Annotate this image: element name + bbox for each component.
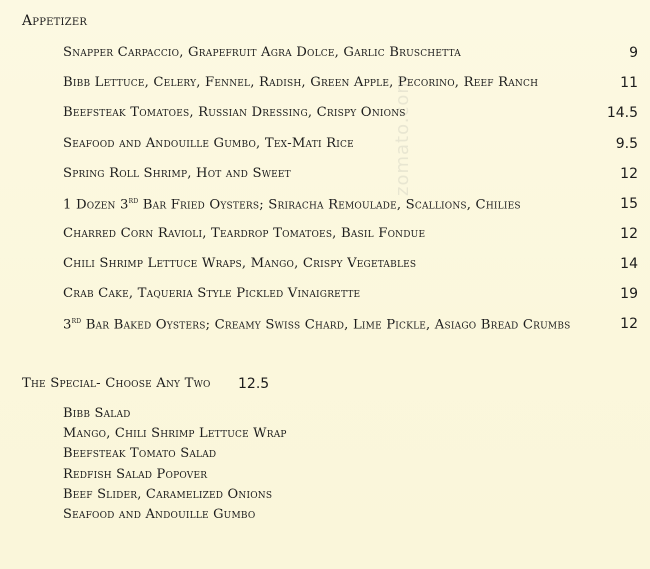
menu-item-price: 19	[620, 286, 638, 302]
menu-item-price: 12	[620, 226, 638, 242]
special-heading: The Special- Choose Any Two	[22, 376, 211, 391]
ordinal-suffix: rd	[128, 196, 139, 205]
menu-item-name-part: Bar Baked Oysters; Creamy Swiss Chard, Lime Pickle, Asiago Bread Crumbs	[81, 317, 571, 333]
menu-item-name: Beefsteak Tomatoes, Russian Dressing, Crispy Onions	[63, 105, 406, 120]
menu-item-name-part: 3	[63, 317, 72, 333]
special-item: Beef Slider, Caramelized Onions	[63, 486, 273, 502]
special-list	[63, 404, 287, 525]
menu-item-price: 12	[620, 166, 638, 182]
menu-item-name: Spring Roll Shrimp, Hot and Sweet	[63, 166, 291, 181]
menu-item-name	[63, 316, 571, 332]
special-item: Bibb Salad	[63, 406, 131, 421]
menu-item	[0, 316, 650, 338]
menu-item-name: Seafood and Andouille Gumbo, Tex-Mati Rice	[63, 136, 354, 151]
menu-item-price: 9	[629, 45, 638, 61]
special-item: Redfish Salad Popover	[63, 466, 208, 482]
menu-item	[0, 105, 650, 127]
menu-item	[0, 196, 650, 218]
watermark: zomato.com	[392, 75, 413, 196]
menu-item	[0, 256, 650, 278]
menu-item-name	[63, 196, 521, 212]
special-price: 12.5	[238, 376, 270, 392]
special-item: Seafood and Andouille Gumbo	[63, 506, 256, 522]
menu-item	[0, 136, 650, 158]
menu-item-name: Chili Shrimp Lettuce Wraps, Mango, Crispy Vegetables	[63, 256, 417, 271]
menu-item-price: 11	[620, 75, 638, 91]
menu-item-price: 9.5	[615, 136, 638, 152]
menu-item-name: Charred Corn Ravioli, Teardrop Tomatoes, Basil Fondue	[63, 226, 426, 241]
menu-item	[0, 75, 650, 97]
menu-item	[0, 166, 650, 188]
menu-item-price: 15	[620, 196, 638, 212]
ordinal-suffix: rd	[71, 316, 82, 325]
menu-item	[0, 286, 650, 308]
menu-item-price: 14.5	[606, 105, 638, 121]
menu-item	[0, 45, 650, 67]
menu-item-name: Snapper Carpaccio, Grapefruit Agra Dolce, Garlic Bruschetta	[63, 45, 461, 60]
menu-item-price: 14	[620, 256, 638, 272]
menu-item-name-part: 1 Dozen 3	[63, 197, 129, 213]
menu-item-price: 12	[620, 316, 638, 332]
special-item: Beefsteak Tomato Salad	[63, 446, 217, 462]
menu-item-name-part: Bar Fried Oysters; Sriracha Remoulade, Scallions, Chilies	[138, 197, 521, 213]
special-item: Mango, Chili Shrimp Lettuce Wrap	[63, 426, 287, 442]
menu-item	[0, 226, 650, 248]
menu-item-name: Bibb Lettuce, Celery, Fennel, Radish, Green Apple, Pecorino, Reef Ranch	[63, 75, 539, 90]
menu-item-name: Crab Cake, Taqueria Style Pickled Vinaigrette	[63, 286, 361, 301]
appetizer-heading: Appetizer	[22, 13, 88, 29]
